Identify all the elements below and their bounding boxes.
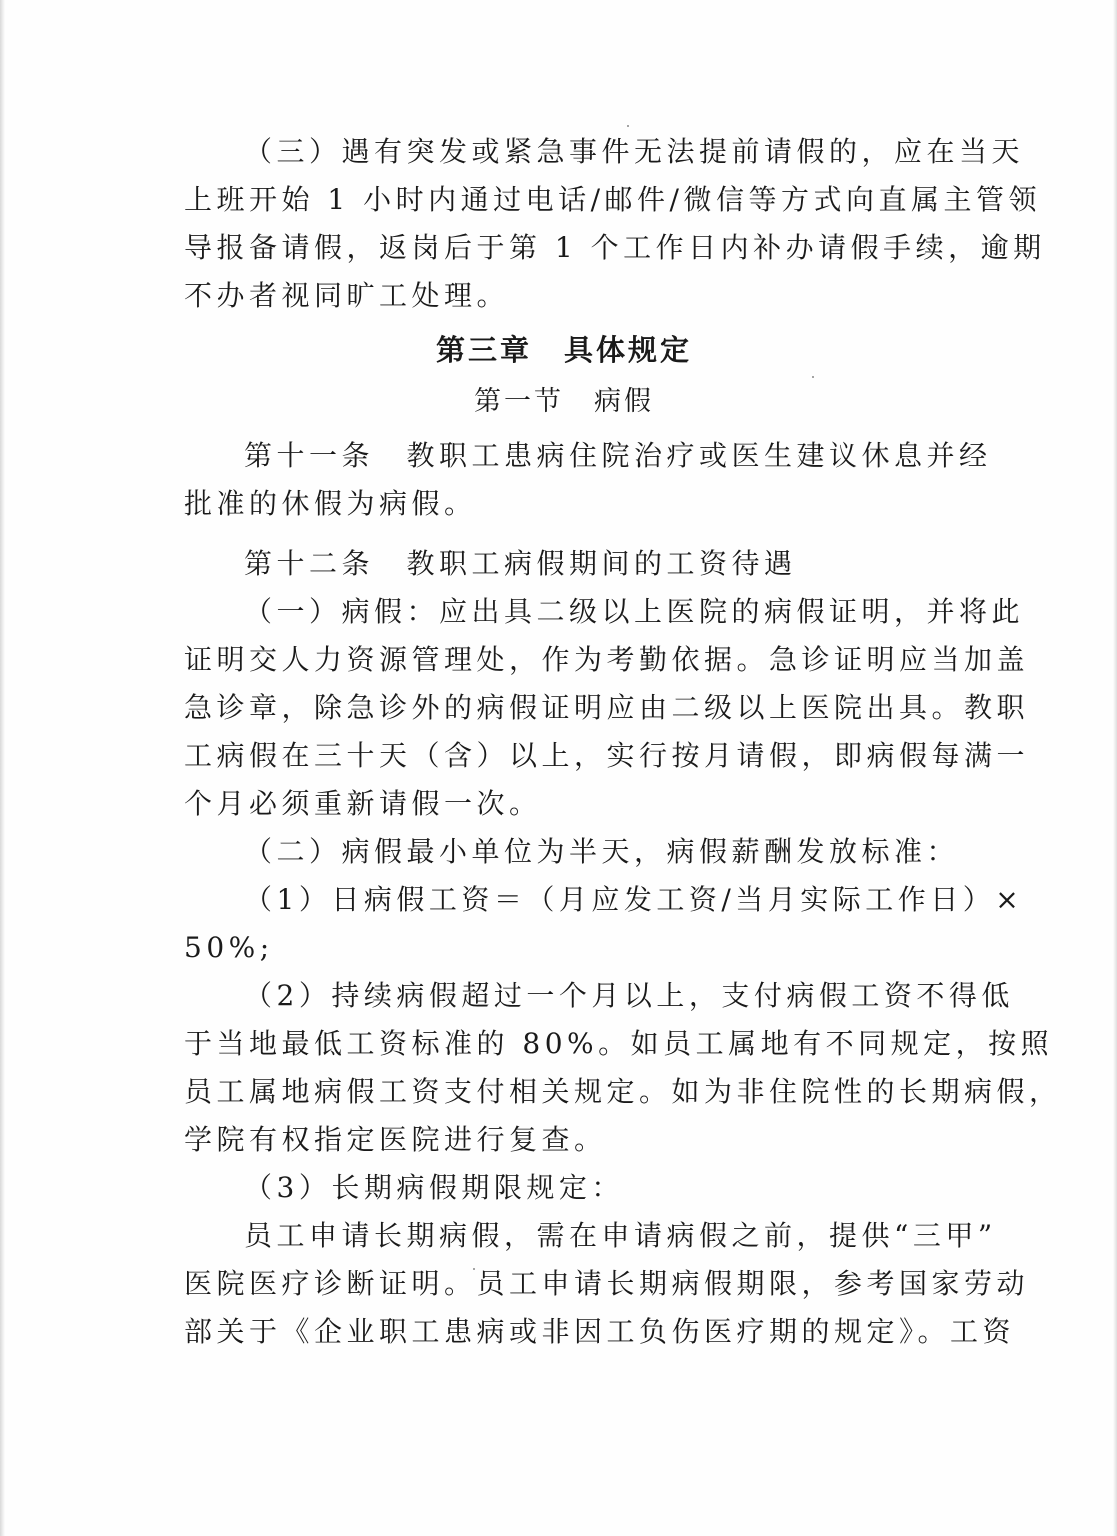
text-line: （1）日病假工资＝（月应发工资/当月实际工作日）× (244, 883, 1024, 916)
text-line: 于当地最低工资标准的 80%。如员工属地有不同规定，按照 (184, 1027, 1054, 1060)
text-line: 证明交人力资源管理处，作为考勤依据。急诊证明应当加盖 (184, 643, 1030, 676)
document-page (184, 128, 1062, 1356)
paragraph-long-term-application (184, 1212, 1030, 1356)
text-line: 不办者视同旷工处理。 (184, 279, 510, 312)
text-line: 工病假在三十天（含）以上，实行按月请假，即病假每满一 (184, 739, 1030, 772)
text-line: （二）病假最小单位为半天，病假薪酬发放标准： (244, 835, 960, 868)
text-line: 员工属地病假工资支付相关规定。如为非住院性的长期病假， (184, 1075, 1062, 1108)
text-line: （2）持续病假超过一个月以上，支付病假工资不得低 (244, 979, 1014, 1012)
paragraph-emergency-leave (184, 128, 1046, 320)
text-line: 第十一条 教职工患病住院治疗或医生建议休息并经 (244, 439, 992, 472)
sub-item-2-long-sick-pay (184, 972, 1062, 1164)
text-line: 学院有权指定医院进行复查。 (184, 1123, 607, 1156)
chapter-title: 第三章 具体规定 (435, 333, 692, 367)
sub-item-3-long-term-period (184, 1164, 944, 1212)
text-line: 第十二条 教职工病假期间的工资待遇 (244, 547, 797, 580)
text-line: （一）病假：应出具二级以上医院的病假证明，并将此 (244, 595, 1025, 628)
text-line: （3）长期病假期限规定： (244, 1171, 624, 1204)
text-line: 50%; (184, 931, 274, 964)
article-12 (184, 540, 944, 588)
scan-edge-right (1113, 0, 1117, 1536)
text-line: （三）遇有突发或紧急事件无法提前请假的，应在当天 (244, 135, 1025, 168)
item-2-pay-standard (184, 828, 960, 876)
scan-edge-left (0, 0, 5, 1536)
text-line: 个月必须重新请假一次。 (184, 787, 542, 820)
text-line: 医院医疗诊断证明。员工申请长期病假期限，参考国家劳动 (184, 1267, 1030, 1300)
text-line: 部关于《企业职工患病或非因工负伤医疗期的规定》。工资 (184, 1315, 1016, 1348)
section-title: 第一节 病假 (474, 386, 654, 417)
text-line: 上班开始 1 小时内通过电话/邮件/微信等方式向直属主管领 (184, 183, 1041, 216)
article-11 (184, 432, 992, 528)
text-line: 批准的休假为病假。 (184, 487, 477, 520)
text-line: 导报备请假，返岗后于第 1 个工作日内补办请假手续，逾期 (184, 231, 1046, 264)
item-1-sick-leave (184, 588, 1030, 828)
sub-item-1-daily-pay (184, 876, 1024, 972)
text-line: 员工申请长期病假，需在申请病假之前，提供“三甲” (244, 1219, 997, 1252)
scan-speck (627, 125, 629, 127)
text-line: 急诊章，除急诊外的病假证明应由二级以上医院出具。教职 (184, 691, 1030, 724)
